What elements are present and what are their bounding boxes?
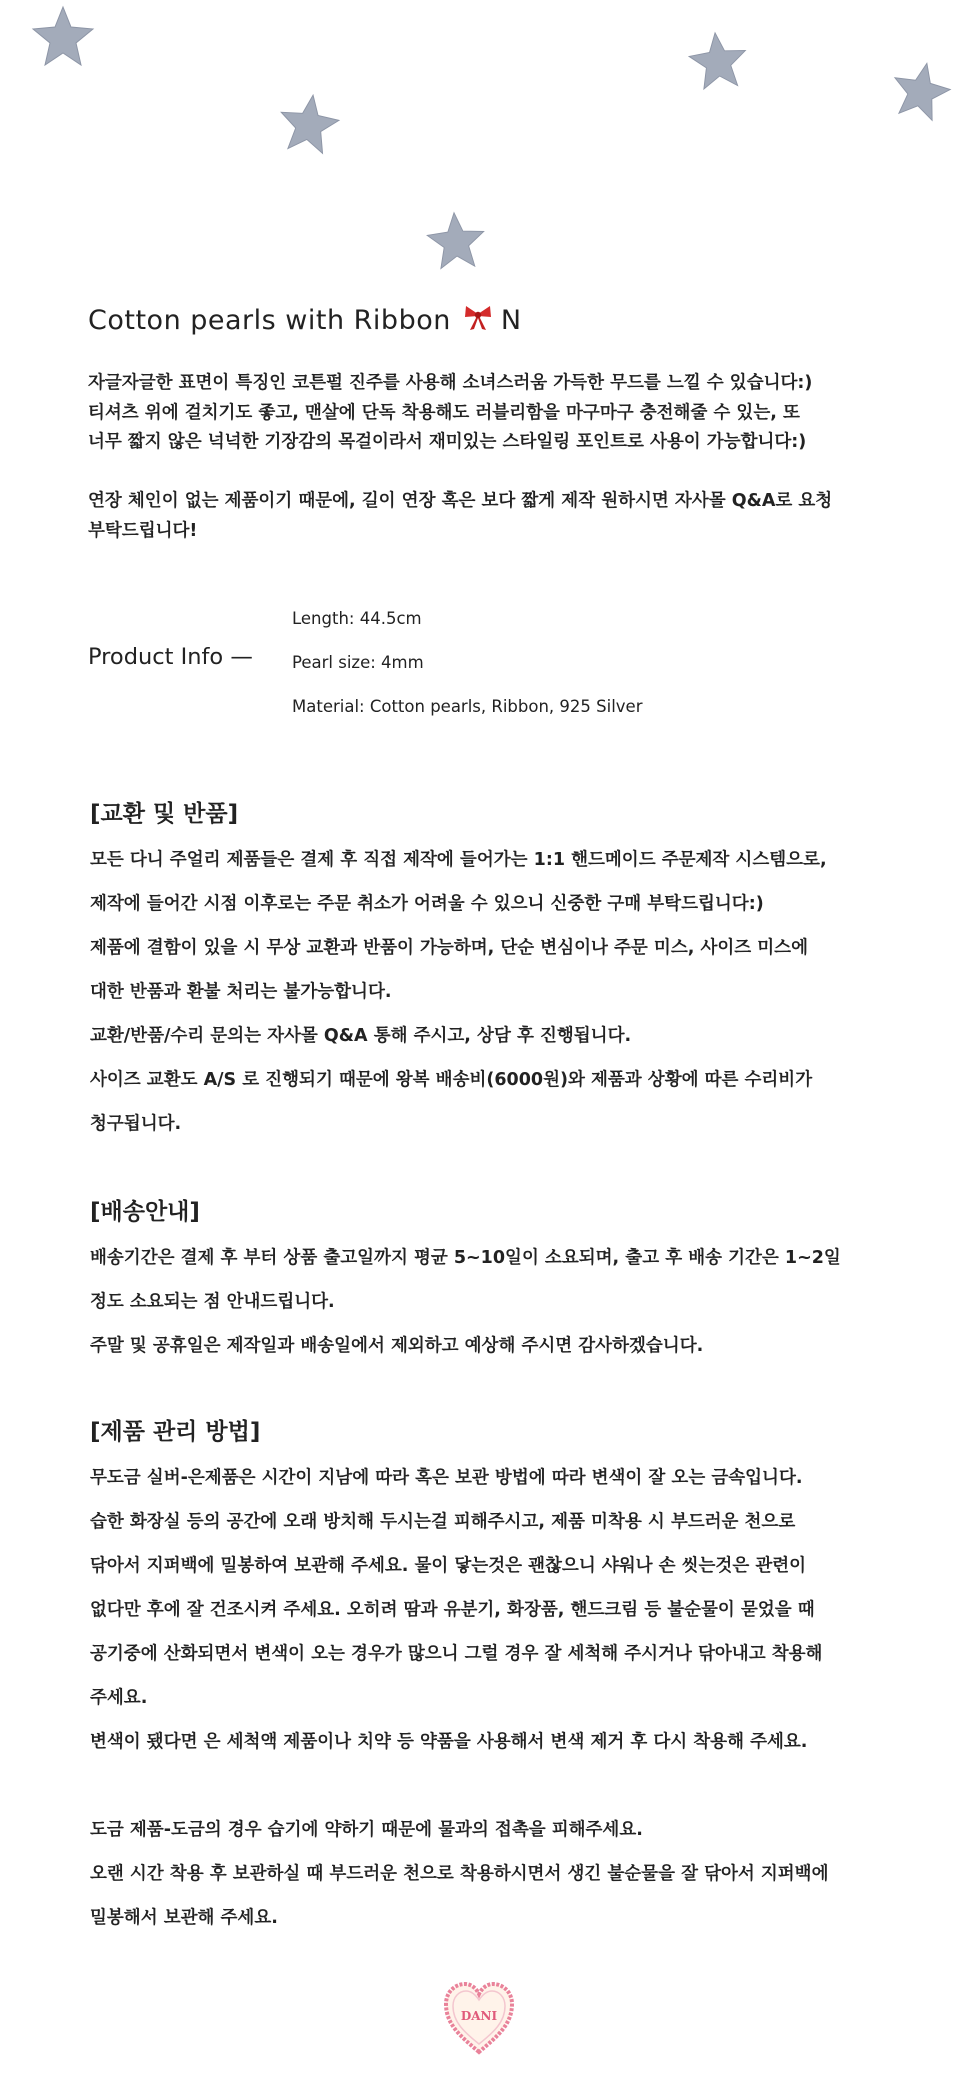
care-spacer: [90, 1764, 910, 1808]
care-line: 공기중에 산화되면서 변색이 오는 경우가 많으니 그럴 경우 잘 세척해 주시거나 닦아내고 착용해: [90, 1644, 823, 1664]
exchange-line: 교환/반품/수리 문의는 자사몰 Q&A 통해 주시고, 상담 후 진행됩니다.: [90, 1026, 632, 1046]
product-title: [88, 302, 522, 339]
care-line: 무도금 실버-은제품은 시간이 지남에 따라 혹은 보관 방법에 따라 변색이 잘 오는 금속입니다.: [90, 1468, 803, 1488]
product-info-material: Material: Cotton pearls, Ribbon, 925 Silver: [292, 697, 643, 716]
product-info-length: Length: 44.5cm: [292, 609, 422, 628]
care-line: 오랜 시간 착용 후 보관하실 때 부드러운 천으로 착용하시면서 생긴 불순물을 잘 닦아서 지퍼백에: [90, 1864, 829, 1884]
exchange-body: [90, 838, 910, 1146]
notice-line: 부탁드립니다!: [88, 520, 198, 541]
intro-line: 자글자글한 표면이 특징인 코튼펄 진주를 사용해 소녀스러움 가득한 무드를 느낄 수 있습니다:): [88, 373, 813, 393]
ribbon-icon: [463, 302, 493, 339]
star-icon: [275, 90, 343, 158]
care-line: 변색이 됐다면 은 세척액 제품이나 치약 등 약품을 사용해서 변색 제거 후 다시 착용해 주세요.: [90, 1732, 808, 1752]
product-info-pearl-size: Pearl size: 4mm: [292, 653, 424, 672]
exchange-line: 대한 반품과 환불 처리는 불가능합니다.: [90, 982, 392, 1002]
exchange-line: 청구됩니다.: [90, 1114, 182, 1134]
shipping-line: 정도 소요되는 점 안내드립니다.: [90, 1292, 335, 1312]
product-info-list: [292, 604, 643, 736]
star-icon: [423, 208, 489, 274]
intro-paragraph: [88, 369, 908, 458]
intro-line: 티셔츠 위에 걸치기도 좋고, 맨살에 단독 착용해도 러블리함을 마구마구 충전해줄 수 있는, 또: [88, 402, 800, 423]
heart-icon: [440, 1978, 518, 2058]
star-icon: [685, 28, 751, 94]
care-line: 도금 제품-도금의 경우 습기에 약하기 때문에 물과의 접촉을 피해주세요.: [90, 1820, 643, 1840]
dani-logo: [440, 1978, 518, 2062]
care-line: 주세요.: [90, 1688, 148, 1708]
logo-text: DANI: [460, 2009, 498, 2023]
notice-paragraph: [88, 487, 908, 546]
exchange-line: 모든 다니 주얼리 제품들은 결제 후 직접 제작에 들어가는 1:1 핸드메이드 주문제작 시스템으로,: [90, 850, 827, 870]
exchange-title: [교환 및 반품]: [90, 801, 239, 827]
care-line: 없다만 후에 잘 건조시켜 주세요. 오히려 땀과 유분기, 화장품, 핸드크림 등 불순물이 묻었을 때: [90, 1600, 815, 1620]
shipping-body: [90, 1236, 910, 1368]
exchange-line: 제품에 결함이 있을 시 무상 교환과 반품이 가능하며, 단순 변심이나 주문 미스, 사이즈 미스에: [90, 938, 808, 958]
shipping-line: 주말 및 공휴일은 제작일과 배송일에서 제외하고 예상해 주시면 감사하겠습니다.: [90, 1336, 704, 1356]
care-title: [제품 관리 방법]: [90, 1419, 261, 1445]
product-title-text: Cotton pearls with Ribbon: [88, 305, 451, 336]
exchange-line: 사이즈 교환도 A/S 로 진행되기 때문에 왕복 배송비(6000원)와 제품과 상황에 따른 수리비가: [90, 1070, 813, 1090]
care-line: 습한 화장실 등의 공간에 오래 방치해 두시는걸 피해주시고, 제품 미착용 시 부드러운 천으로: [90, 1512, 796, 1532]
star-icon: [888, 58, 954, 124]
care-line: 닦아서 지퍼백에 밀봉하여 보관해 주세요. 물이 닿는것은 괜찮으니 샤워나 손 씻는것은 관련이: [90, 1556, 807, 1576]
product-title-suffix: N: [500, 305, 522, 336]
shipping-title: [배송안내]: [90, 1199, 200, 1225]
star-icon: [28, 4, 98, 70]
notice-line: 연장 체인이 없는 제품이기 때문에, 길이 연장 혹은 보다 짧게 제작 원하시면 자사몰 Q&A로 요청: [88, 491, 833, 511]
product-info-label: Product Info —: [88, 644, 253, 670]
intro-line: 너무 짧지 않은 넉넉한 기장감의 목걸이라서 재미있는 스타일링 포인트로 사용이 가능합니다:): [88, 432, 807, 452]
care-line: 밀봉해서 보관해 주세요.: [90, 1908, 278, 1928]
care-body: [90, 1456, 910, 1940]
shipping-line: 배송기간은 결제 후 부터 상품 출고일까지 평균 5~10일이 소요되며, 출고 후 배송 기간은 1~2일: [90, 1248, 841, 1268]
exchange-line: 제작에 들어간 시점 이후로는 주문 취소가 어려울 수 있으니 신중한 구매 부탁드립니다:): [90, 894, 764, 914]
